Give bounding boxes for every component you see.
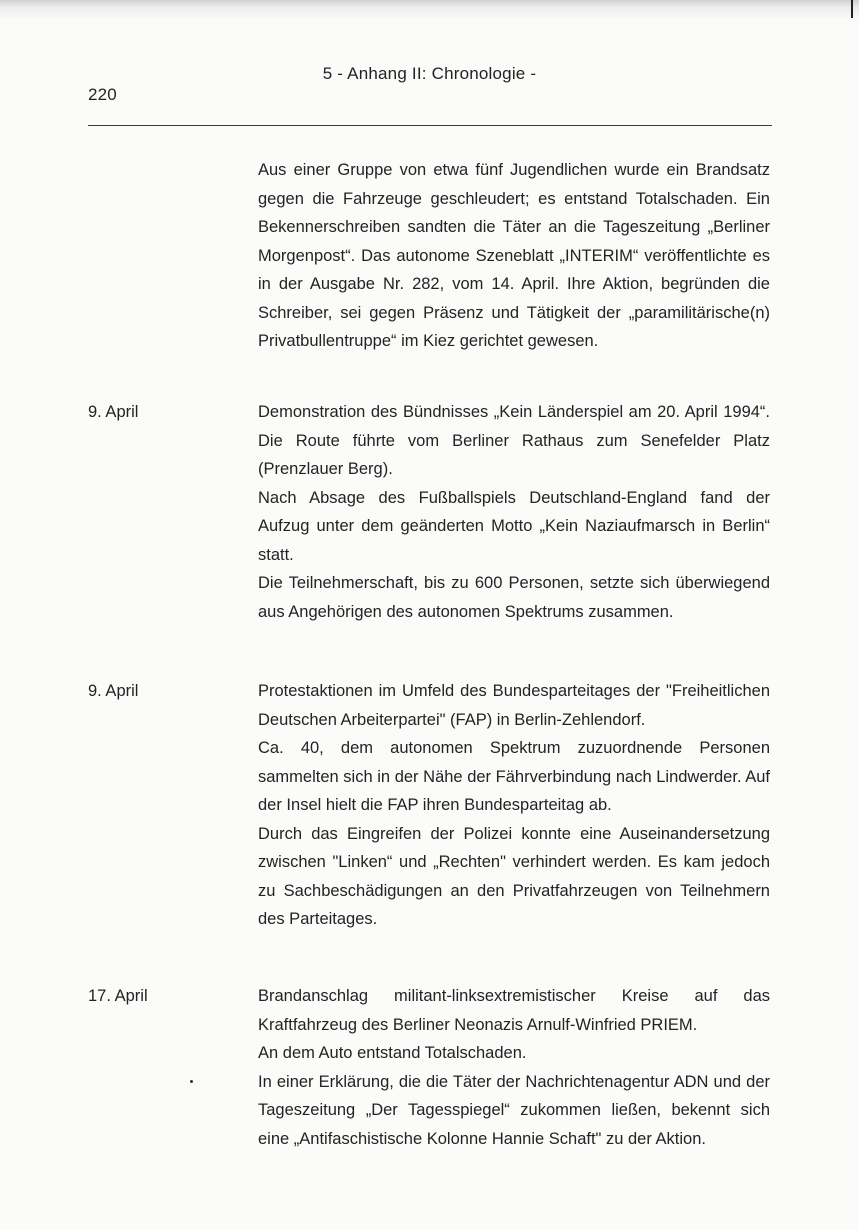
running-head: 5 - Anhang II: Chronologie -: [322, 64, 537, 83]
entry-body: [258, 982, 770, 1153]
entry-paragraph: Die Teilnehmerschaft, bis zu 600 Personen, setzte sich überwiegend aus Angehörigen des autonomen Spektrums zusammen.: [258, 574, 770, 621]
entry-body: [258, 398, 770, 626]
entry-paragraph: Durch das Eingreifen der Polizei konnte eine Auseinandersetzung zwischen "Linken“ und „Rechten" verhindert werden. Es kam jedoch zu Sachbeschädigungen an den Privatfahrzeugen von Teilnehmern des Parteitages.: [258, 824, 770, 928]
entry-paragraph: Nach Absage des Fußballspiels Deutschland-England fand der Aufzug unter dem geänderten Motto „Kein Naziaufmarsch in Berlin“ statt.: [258, 488, 770, 564]
header-rule: [88, 125, 772, 126]
scan-edge-mark: [851, 0, 853, 18]
entry-body: [258, 677, 770, 934]
entry-date: 9. April: [88, 682, 139, 700]
entry-body: [258, 156, 770, 356]
entry-paragraph: Demonstration des Bündnisses „Kein Länderspiel am 20. April 1994“. Die Route führte vom Berliner Rathaus zum Senefelder Platz (Prenzlauer Berg).: [258, 403, 770, 478]
entry-paragraph: An dem Auto entstand Totalschaden.: [258, 1044, 527, 1062]
page-number: 220: [88, 85, 117, 104]
scan-top-edge: [0, 0, 859, 20]
entry-paragraph: Ca. 40, dem autonomen Spektrum zuzuordnende Personen sammelten sich in der Nähe der Fährverbindung nach Lindwerder. Auf der Insel hielt die FAP ihren Bundesparteitag ab.: [258, 739, 770, 814]
entry-paragraph: Brandanschlag militant-linksextremistischer Kreise auf das Kraftfahrzeug des Berliner Neonazis Arnulf-Winfried PRIEM.: [258, 987, 770, 1034]
entry-date: 17. April: [88, 987, 148, 1005]
entry-paragraph: Aus einer Gruppe von etwa fünf Jugendlichen wurde ein Brandsatz gegen die Fahrzeuge geschleudert; es entstand Totalschaden. Ein Bekennerschreiben sandten die Täter an die Tageszeitung „Berliner Morgenpost“. Das autonome Szeneblatt „INTERIM“ veröffentlichte es in der Ausgabe Nr. 282, vom 14. April. Ihre Aktion, begründen die Schreiber, sei gegen Präsenz und Tätigkeit der „paramilitärische(n) Privatbullentruppe“ im Kiez gerichtet gewesen.: [258, 161, 770, 350]
entry-paragraph: Protestaktionen im Umfeld des Bundesparteitages der "Freiheitlichen Deutschen Arbeiterpartei" (FAP) in Berlin-Zehlendorf.: [258, 682, 770, 729]
scan-speck: [190, 1080, 193, 1083]
entry-paragraph: In einer Erklärung, die die Täter der Nachrichtenagentur ADN und der Tageszeitung „Der Tagesspiegel“ zukommen ließen, bekennt sich eine „Antifaschistische Kolonne Hannie Schaft" zu der Aktion.: [258, 1072, 770, 1148]
entry-date: 9. April: [88, 403, 139, 421]
